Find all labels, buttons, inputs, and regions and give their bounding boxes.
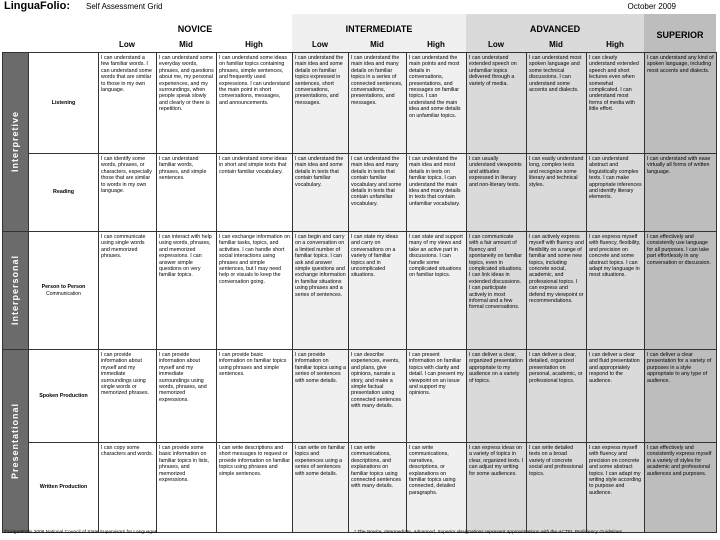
- can-do-statement: I can copy some characters and words.: [99, 443, 157, 533]
- can-do-statement: I can write detailed texts on a broad variety of concrete social and professional topics.: [527, 443, 587, 533]
- sublevel-advanced-mid: Mid: [549, 40, 563, 49]
- can-do-statement: I can understand some ideas on familiar topics containing phrases, simple sentences, and frequently used expressions. I can understand the main point in short conversations, messages, and announcements.: [217, 53, 293, 154]
- can-do-statement: I can deliver a clear, detailed, organized presentation on personal, academic, or professional topics.: [527, 350, 587, 443]
- level-advanced: ADVANCED: [529, 24, 581, 34]
- top-bar: [4, 0, 716, 14]
- can-do-statement: I can effectively and consistently express myself in a variety of styles for academic and professional audiences and purposes.: [645, 443, 717, 533]
- can-do-statement: I can understand with ease virtually all forms of written language.: [645, 154, 717, 232]
- skill-label: [29, 232, 99, 350]
- can-do-statement: I can communicate using single words and memorized phrases.: [99, 232, 157, 350]
- can-do-statement: I can provide information on familiar topics using a series of sentences with some details.: [293, 350, 349, 443]
- can-do-statement: I can usually understand viewpoints and attitudes expressed in literary and non-literary texts.: [467, 154, 527, 232]
- mode-presentational: [3, 350, 29, 533]
- can-do-statement: I can write communications, descriptions, and explanations on familiar topics using connected sentences with many details.: [349, 443, 407, 533]
- can-do-statement: I can exchange information on familiar tasks, topics, and activities. I can handle short social interactions using phrases and simple sentences, but I may need help or visuals to keep the conversation going.: [217, 232, 293, 350]
- can-do-statement: I can understand the main points and most details in conversations, presentations, and messages on familiar topics. I can understand the main idea and some details on unfamiliar topics.: [407, 53, 467, 154]
- can-do-statement: I can understand most spoken language and some technical discussions. I can understand some accents and dialects.: [527, 53, 587, 154]
- mode-label: Interpretive: [10, 111, 21, 173]
- can-do-statement: I can understand some ideas in short and simple texts that contain familiar vocabulary.: [217, 154, 293, 232]
- can-do-statement: I can deliver a clear, organized presentation appropriate to my audience on a variety of topics.: [467, 350, 527, 443]
- can-do-statement: I can express myself with fluency, flexibility, and precision on concrete and some abstract topics. I can adapt my language in most situations.: [587, 232, 645, 350]
- can-do-statement: I can understand extended speech on unfamiliar topics delivered through a variety of media.: [467, 53, 527, 154]
- footer: [4, 530, 716, 535]
- footer-note: * The Novice, Intermediate, Advanced, Superior designations represent approximations with the ACTFL Proficiency Guidelines.: [354, 530, 624, 535]
- sublevel-advanced-high: High: [606, 40, 624, 49]
- skill-label: [29, 154, 99, 232]
- skill-name: Reading: [53, 189, 74, 196]
- can-do-statement: I can present information on familiar topics with clarity and detail. I can present my viewpoint on an issue and support my opinions.: [407, 350, 467, 443]
- skill-name: Written Production: [39, 484, 88, 491]
- grid-row: [3, 443, 717, 533]
- skill-name: Listening: [51, 99, 76, 106]
- can-do-statement: I can communicate with a fair amount of fluency and spontaneity on familiar topics, even in complicated situations. I can link ideas in extended discussions. I can participate actively in most informal and a few formal conversations.: [467, 232, 527, 350]
- skill-subname: Communication: [46, 290, 81, 297]
- sublevel-intermediate-high: High: [427, 40, 445, 49]
- can-do-statement: I can easily understand long, complex texts and recognize some literary and technical styles.: [527, 154, 587, 232]
- sublevel-novice-high: High: [245, 40, 263, 49]
- can-do-statement: I can understand the main idea and many details on familiar topics in a series of connected sentences, conversations, presentations, and messages.: [349, 53, 407, 154]
- footer-copyright: ©LinguaFolio 2009 National Council of State Supervisors for Languages: [4, 530, 158, 535]
- can-do-statement: I can clearly understand extended speech and short lectures even when somewhat complicated. I can understand most forms of media with little effort.: [587, 53, 645, 154]
- can-do-statement: I can understand abstract and linguistically complex texts. I can make appropriate inferences and identify literary elements.: [587, 154, 645, 232]
- level-intermediate: INTERMEDIATE: [345, 24, 413, 34]
- document-date: October 2009: [627, 2, 676, 11]
- can-do-statement: I can state and support many of my views and take an active part in discussions. I can handle some complicated situations on familiar topics.: [407, 232, 467, 350]
- skill-label: [29, 443, 99, 533]
- mode-interpersonal: [3, 232, 29, 350]
- can-do-statement: I can identify some words, phrases, or characters, especially those that are similar to words in my own language.: [99, 154, 157, 232]
- can-do-statement: I can provide basic information on familiar topics using phrases and simple sentences.: [217, 350, 293, 443]
- can-do-statement: I can actively express myself with fluency and flexibility on a range of familiar and some new topics, including concrete social, academic, and professional topics. I can express and defend my viewpoint or recommendations.: [527, 232, 587, 350]
- grid-row: [3, 53, 717, 154]
- skill-label: [29, 350, 99, 443]
- can-do-statement: I can provide information about myself and my immediate surroundings using single words or memorized phrases.: [99, 350, 157, 443]
- can-do-statement: I can deliver a clear presentation for a variety of purposes in a style appropriate to any type of audience.: [645, 350, 717, 443]
- page-subtitle: Self Assessment Grid: [86, 2, 163, 11]
- level-novice: NOVICE: [177, 24, 213, 34]
- can-do-statement: I can understand the main idea and most details in texts on familiar topics. I can understand the main idea and many details in texts that contain unfamiliar vocabulary.: [407, 154, 467, 232]
- can-do-statement: I can write communications, narratives, descriptions, or explanations on familiar topics using connected, detailed paragraphs.: [407, 443, 467, 533]
- brand-title: LinguaFolio:: [4, 0, 70, 12]
- mode-label: Presentational: [10, 402, 21, 480]
- grid-row: [3, 350, 717, 443]
- can-do-statement: I can effectively and consistently use language for all purposes. I can take part effortlessly in any conversation or discussion.: [645, 232, 717, 350]
- can-do-statement: I can understand the main idea and many details in texts that contain familiar vocabulary and some details in texts that contain unfamiliar vocabulary.: [349, 154, 407, 232]
- can-do-statement: I can understand the main idea and some details on familiar topics expressed in sentences, short conversations, presentations, and messages.: [293, 53, 349, 154]
- can-do-statement: I can understand the main idea and some details in texts that contain familiar vocabulary.: [293, 154, 349, 232]
- can-do-statement: I can understand any kind of spoken language, including most accents and dialects.: [645, 53, 717, 154]
- skill-name: Spoken Production: [39, 392, 88, 399]
- skill-name: Person to Person: [41, 284, 86, 291]
- can-do-statement: I can write on familiar topics and experiences using a series of sentences with some details.: [293, 443, 349, 533]
- can-do-statement: I can begin and carry on a conversation on a limited number of familiar topics. I can ask and answer simple questions and exchange information in familiar situations using phrases and a series of sentences.: [293, 232, 349, 350]
- can-do-statement: I can provide some basic information on familiar topics in lists, phrases, and memorized expressions.: [157, 443, 217, 533]
- can-do-statement: I can interact with help using words, phrases, and memorized expressions. I can answer simple questions on very familiar topics.: [157, 232, 217, 350]
- can-do-statement: I can deliver a clear and fluid presentation and appropriately respond to the audience.: [587, 350, 645, 443]
- sublevel-novice-mid: Mid: [179, 40, 193, 49]
- mode-label: Interpersonal: [10, 255, 21, 326]
- can-do-statement: I can understand familiar words, phrases, and simple sentences.: [157, 154, 217, 232]
- sublevel-advanced-low: Low: [488, 40, 504, 49]
- skill-label: [29, 53, 99, 154]
- grid-row: [3, 154, 717, 232]
- can-do-statement: I can express myself with fluency and precision on concrete and some abstract topics. I can adapt my writing style according to purpose and audience.: [587, 443, 645, 533]
- sublevel-intermediate-mid: Mid: [370, 40, 384, 49]
- can-do-statement: I can describe experiences, events, and plans, give opinions, narrate a story, and make a simple factual presentation using connected sentences with many details.: [349, 350, 407, 443]
- sublevel-novice-low: Low: [119, 40, 135, 49]
- grid-row: [3, 232, 717, 350]
- sublevel-intermediate-low: Low: [312, 40, 328, 49]
- can-do-statement: I can write descriptions and short messages to request or provide information on familiar topics using phrases and simple sentences.: [217, 443, 293, 533]
- can-do-statement: I can state my ideas and carry on conversations on a variety of familiar topics and in uncomplicated situations.: [349, 232, 407, 350]
- can-do-statement: I can understand some everyday words, phrases, and questions about me, my personal experiences, and my surroundings, when people speak slowly and clearly or there is repetition.: [157, 53, 217, 154]
- mode-interpretive: [3, 53, 29, 232]
- can-do-statement: I can provide information about myself and my immediate surroundings using words, phrases, and memorized expressions.: [157, 350, 217, 443]
- self-assessment-grid: [2, 52, 717, 533]
- can-do-statement: I can understand a few familiar words. I can understand some words that are similar to those in my own language.: [99, 53, 157, 154]
- level-superior: SUPERIOR: [656, 30, 704, 40]
- can-do-statement: I can express ideas on a variety of topics in clear, organized texts. I can adjust my writing for some audiences.: [467, 443, 527, 533]
